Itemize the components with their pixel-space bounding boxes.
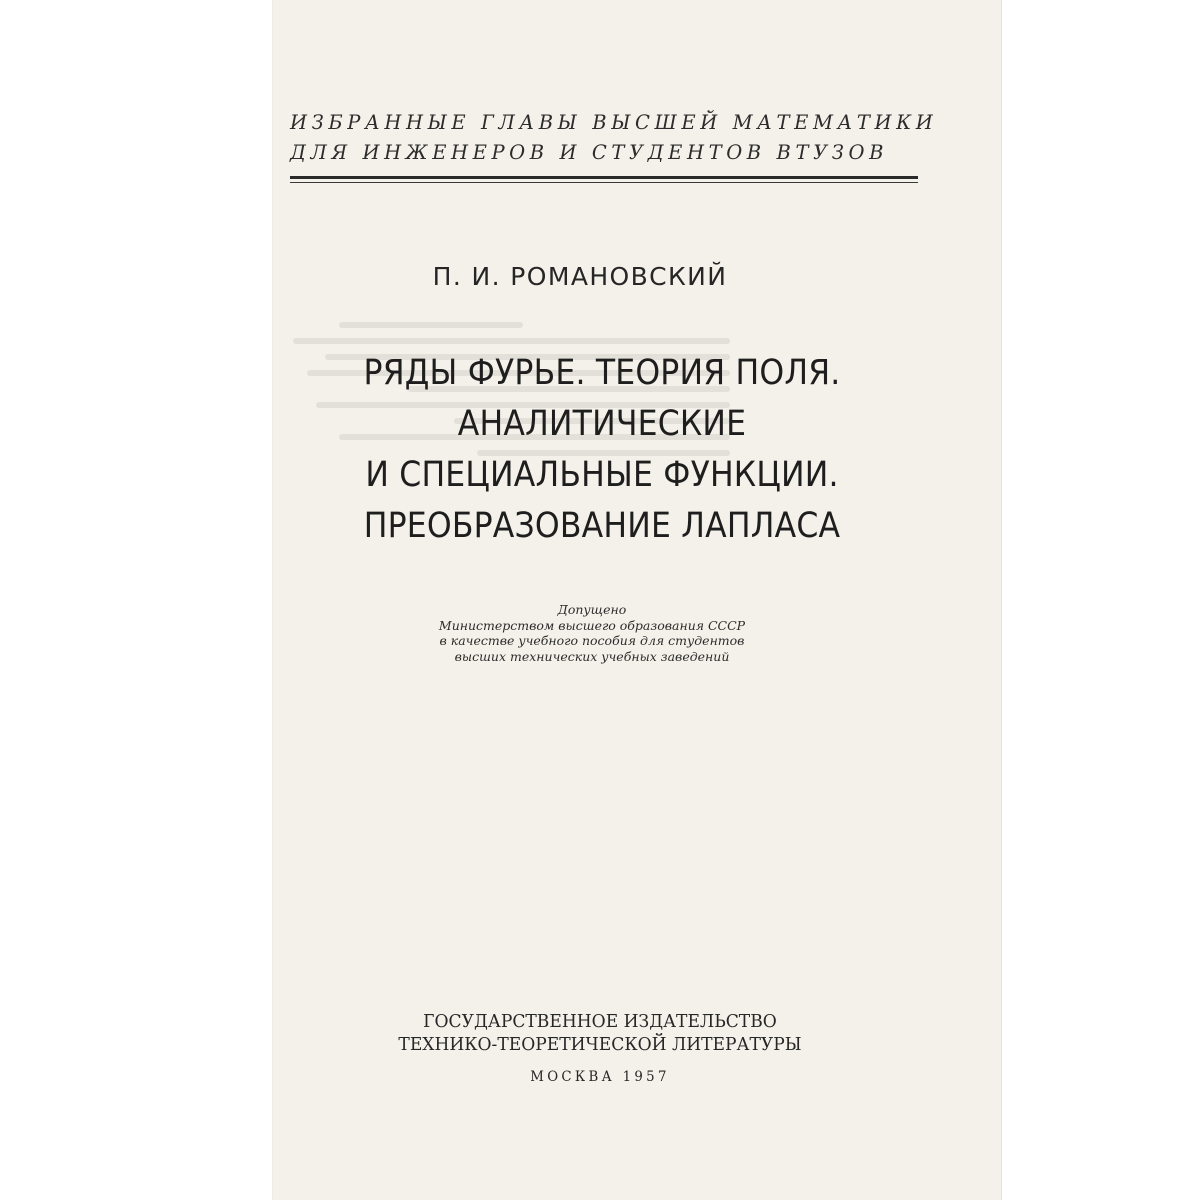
approval-note [382, 602, 802, 664]
approval-line-1: Допущено [557, 602, 627, 617]
publisher-block [344, 1010, 857, 1089]
publisher-line-1: ГОСУДАРСТВЕННОЕ ИЗДАТЕЛЬСТВО [423, 1011, 777, 1032]
approval-line-3: в качестве учебного пособия для студентов [439, 633, 745, 648]
book-title [314, 348, 890, 552]
approval-line-4: высших технических учебных заведений [454, 648, 730, 664]
approval-line-2: Министерством высшего образования СССР [438, 617, 746, 633]
title-line-3: И СПЕЦИАЛЬНЫЕ ФУНКЦИИ. [365, 455, 839, 495]
series-line-2: ДЛЯ ИНЖЕНЕРОВ И СТУДЕНТОВ ВТУЗОВ [290, 141, 889, 164]
publisher-city-year: МОСКВА 1957 [530, 1069, 670, 1085]
publisher-line-2: ТЕХНИКО-ТЕОРЕТИЧЕСКОЙ ЛИТЕРАТУРЫ [398, 1034, 802, 1055]
title-line-2: АНАЛИТИЧЕСКИЕ [457, 404, 747, 444]
series-line-1: ИЗБРАННЫЕ ГЛАВЫ ВЫСШЕЙ МАТЕМАТИКИ [290, 111, 938, 134]
series-header [290, 108, 938, 168]
header-rule-thick [290, 176, 918, 179]
author-name: П. И. РОМАНОВСКИЙ [432, 262, 728, 291]
title-line-1: РЯДЫ ФУРЬЕ. ТЕОРИЯ ПОЛЯ. [363, 353, 841, 393]
header-rule-thin [290, 182, 918, 183]
title-line-4: ПРЕОБРАЗОВАНИЕ ЛАПЛАСА [363, 506, 841, 546]
